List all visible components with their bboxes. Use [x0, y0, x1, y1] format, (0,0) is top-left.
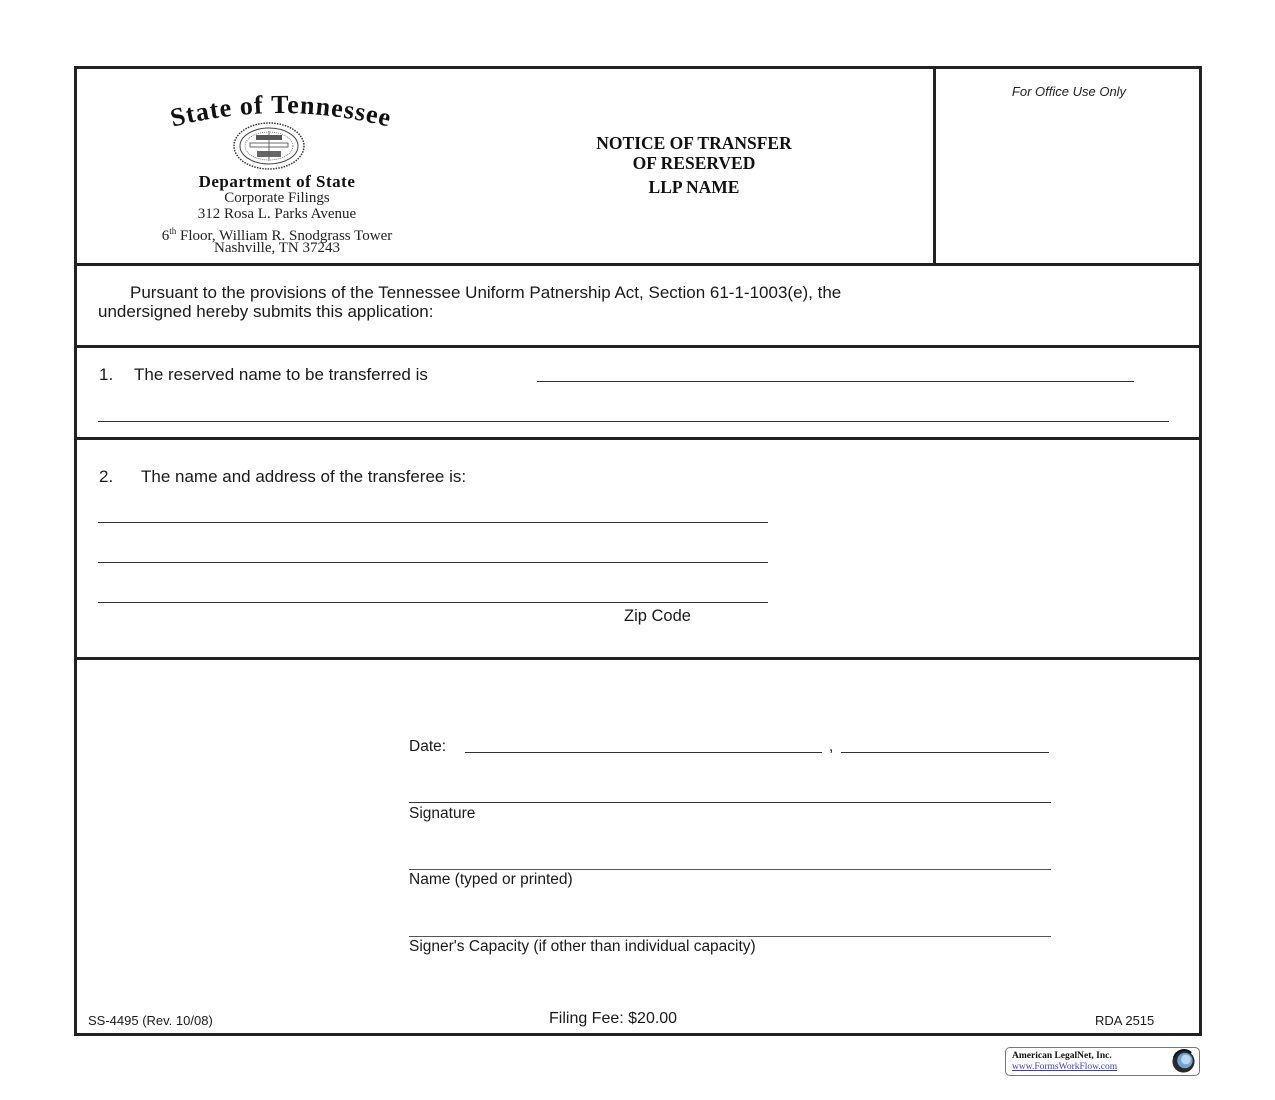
- item1-divider: [74, 437, 1202, 440]
- item2-label: The name and address of the transferee is:: [141, 467, 467, 486]
- name-field[interactable]: [409, 849, 1051, 869]
- capacity-field[interactable]: [409, 916, 1051, 936]
- reserved-name-line-2: [98, 421, 1169, 422]
- date-field[interactable]: [465, 733, 822, 753]
- reserved-name-field-2[interactable]: [98, 402, 1169, 422]
- signature-field[interactable]: [409, 783, 1051, 803]
- filing-fee: Filing Fee: $20.00: [549, 1010, 678, 1027]
- reserved-name-line-1: [537, 381, 1134, 382]
- transferee-line-3: [98, 602, 768, 603]
- preamble-divider: [74, 345, 1202, 348]
- rda-code: RDA 2515: [1095, 1013, 1155, 1028]
- year-line: [841, 752, 1049, 753]
- item2-divider: [74, 657, 1202, 660]
- transferee-address-field-2[interactable]: [98, 543, 768, 563]
- zip-code-label: Zip Code: [624, 607, 691, 625]
- date-label: Date:: [409, 738, 447, 755]
- form-title-line-2: OF RESERVED: [632, 153, 756, 173]
- header-divider: [74, 263, 1202, 266]
- signature-line: [409, 802, 1051, 803]
- address-line-4: Nashville, TN 37243: [214, 240, 340, 256]
- name-label: Name (typed or printed): [409, 871, 573, 888]
- address-line-1: Corporate Filings: [224, 190, 330, 206]
- item1-label: The reserved name to be transferred is: [134, 365, 428, 384]
- legalnet-badge[interactable]: [1005, 1047, 1200, 1076]
- name-line: [409, 869, 1051, 870]
- floor-suffix: th: [169, 226, 177, 236]
- capacity-line: [409, 936, 1051, 937]
- reserved-name-field-1[interactable]: [537, 362, 1134, 382]
- preamble-line-2: undersigned hereby submits this application:: [98, 302, 434, 321]
- legalnet-company: American LegalNet, Inc.: [1012, 1051, 1112, 1061]
- capacity-label: Signer's Capacity (if other than individual capacity): [409, 938, 756, 955]
- date-line: [465, 752, 822, 753]
- svg-text:State of Tennessee: State of Tennessee: [167, 89, 395, 133]
- year-field[interactable]: [841, 733, 1049, 753]
- legalnet-url-link[interactable]: www.FormsWorkFlow.com: [1012, 1062, 1118, 1072]
- form-title-line-3: LLP NAME: [648, 177, 740, 197]
- date-separator: ,: [829, 738, 834, 755]
- item1-number: 1.: [99, 365, 114, 384]
- form-number: SS-4495 (Rev. 10/08): [88, 1013, 213, 1028]
- signature-label: Signature: [409, 805, 476, 822]
- transferee-line-2: [98, 562, 768, 563]
- office-use-label: For Office Use Only: [1011, 84, 1127, 99]
- transferee-address-field-3[interactable]: [98, 583, 768, 603]
- department-name: Department of State: [198, 172, 356, 191]
- globe-logo-icon: [1171, 1049, 1196, 1074]
- address-line-2: 312 Rosa L. Parks Avenue: [197, 206, 357, 222]
- state-seal-icon: [232, 121, 306, 171]
- form-title-line-1: NOTICE OF TRANSFER: [596, 133, 792, 153]
- item2-number: 2.: [99, 467, 114, 486]
- preamble-line-1: Pursuant to the provisions of the Tennessee Uniform Patnership Act, Section 61-1-1003(e), the: [130, 283, 842, 302]
- transferee-line-1: [98, 522, 768, 523]
- floor-text: Floor, William R. Snodgrass Tower: [180, 228, 393, 244]
- transferee-address-field-1[interactable]: [98, 503, 768, 523]
- floor-number: 6: [161, 228, 170, 244]
